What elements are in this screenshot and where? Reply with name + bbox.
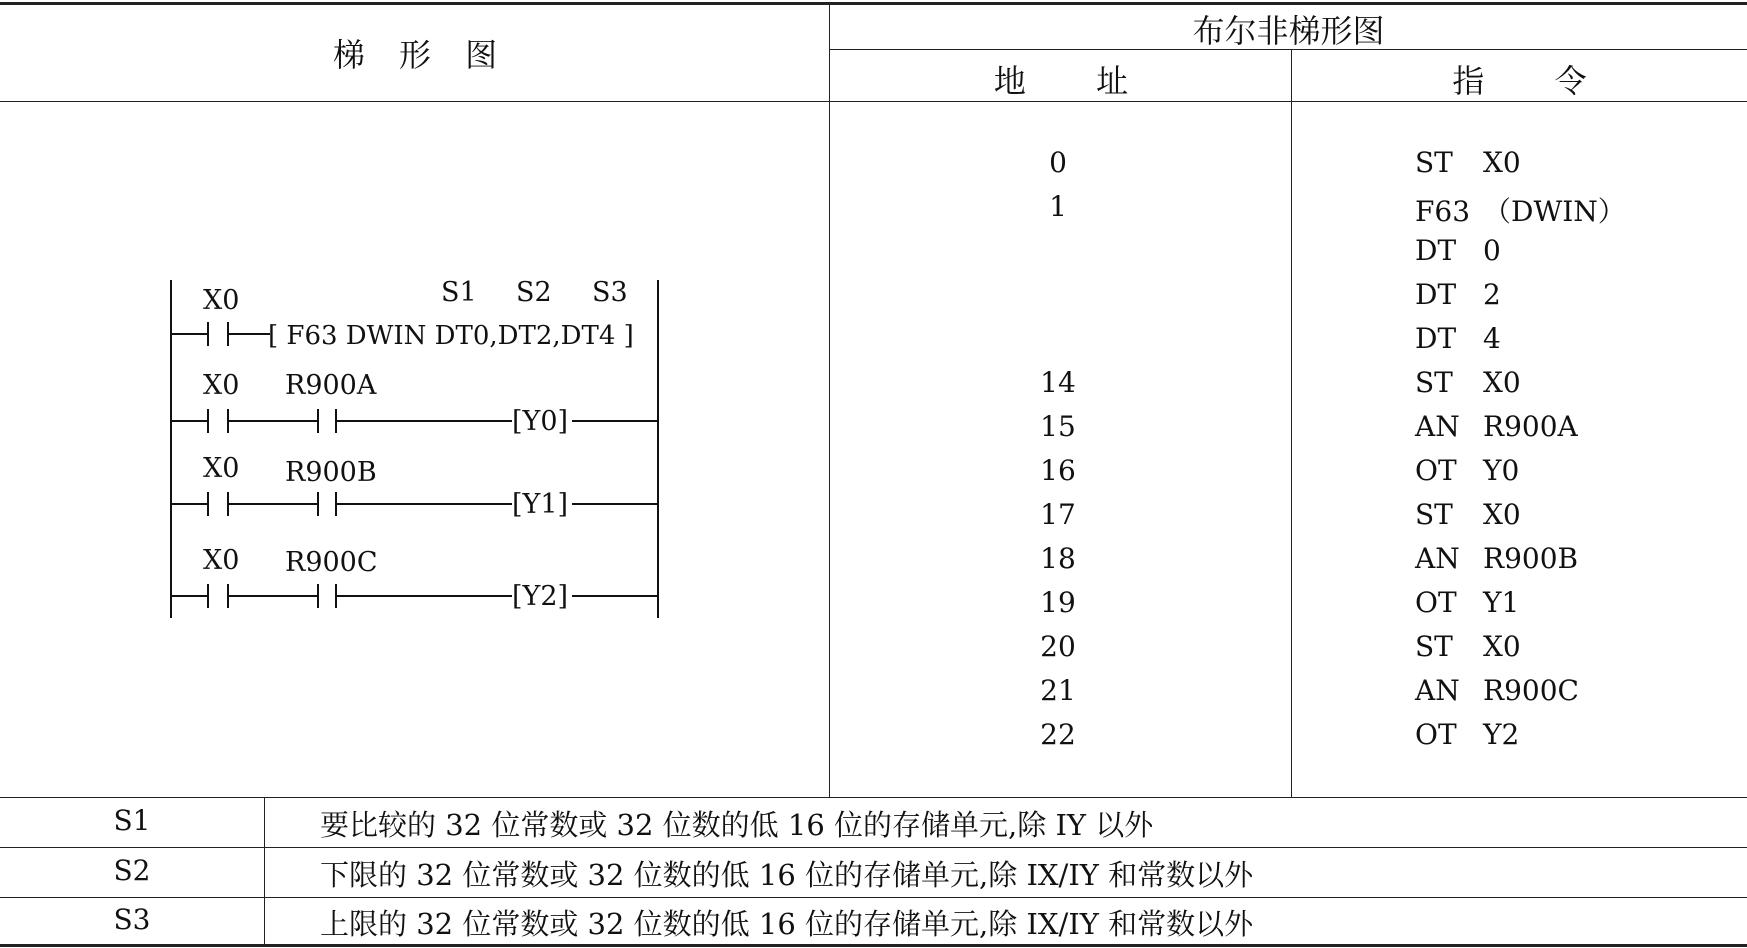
instruction-arg: Y0 <box>1483 454 1520 487</box>
program-address: 17 <box>1040 498 1076 531</box>
program-instruction <box>1415 630 1521 663</box>
instruction-op: DT <box>1415 278 1457 311</box>
rung1-contact-label: X0 <box>203 285 240 316</box>
program-instruction <box>1415 410 1578 443</box>
rung2-contact1-label: X0 <box>203 370 240 401</box>
program-address: 22 <box>1040 718 1076 751</box>
rung3-contact2-label: R900B <box>285 457 377 488</box>
program-instruction <box>1415 322 1501 355</box>
address-heading: 地 址 <box>993 62 1129 100</box>
program-instruction <box>1415 718 1519 751</box>
program-address: 1 <box>1049 190 1067 223</box>
ladder-diagram <box>0 100 830 800</box>
program-instruction <box>1415 278 1501 311</box>
boolean-diagram-heading: 布尔非梯形图 <box>1192 12 1385 50</box>
program-instruction <box>1415 234 1501 267</box>
program-instruction <box>1415 146 1521 179</box>
instruction-arg: R900C <box>1483 674 1579 707</box>
program-address: 20 <box>1040 630 1076 663</box>
instruction-arg: 2 <box>1483 278 1501 311</box>
instruction-arg: Y1 <box>1483 586 1520 619</box>
param-description: 上限的 32 位常数或 32 位数的低 16 位的存储单元,除 IX/IY 和常数以外 <box>320 907 1254 941</box>
program-address: 19 <box>1040 586 1076 619</box>
program-address: 21 <box>1040 674 1076 707</box>
instruction-arg: X0 <box>1483 498 1521 531</box>
program-address: 14 <box>1040 366 1076 399</box>
rung4-contact1-label: X0 <box>203 545 240 576</box>
instruction-op: DT <box>1415 234 1457 267</box>
param-row-divider-1 <box>0 847 1747 848</box>
program-address: 18 <box>1040 542 1076 575</box>
function-box: [ F63 DWIN DT0,DT2,DT4 ] <box>268 321 634 351</box>
instruction-op: AN <box>1415 410 1460 443</box>
instruction-arg: X0 <box>1483 146 1521 179</box>
instruction-arg: R900B <box>1483 542 1579 575</box>
table-bottom-border <box>0 944 1747 947</box>
rung3-contact1-label: X0 <box>203 453 240 484</box>
param-label-s2: S2 <box>516 277 552 308</box>
program-address: 0 <box>1049 146 1067 179</box>
instruction-op: ST <box>1415 498 1453 531</box>
param-key: S1 <box>113 804 151 837</box>
param-key-divider <box>264 797 265 945</box>
instruction-op: OT <box>1415 718 1457 751</box>
instruction-op: OT <box>1415 586 1457 619</box>
param-label-s1: S1 <box>441 277 477 308</box>
instruction-heading: 指 令 <box>1452 62 1587 100</box>
param-description: 要比较的 32 位常数或 32 位数的低 16 位的存储单元,除 IY 以外 <box>320 808 1154 842</box>
ladder-diagram-heading: 梯 形 图 <box>332 36 498 74</box>
instruction-op: ST <box>1415 630 1453 663</box>
program-instruction <box>1415 542 1578 575</box>
param-description: 下限的 32 位常数或 32 位数的低 16 位的存储单元,除 IX/IY 和常数以外 <box>320 858 1254 892</box>
program-instruction <box>1415 366 1521 399</box>
rung4-contact2-label: R900C <box>285 547 378 578</box>
program-instruction <box>1415 498 1521 531</box>
rung2-coil: [Y0] <box>512 406 569 437</box>
program-address: 15 <box>1040 410 1076 443</box>
address-column-divider <box>1291 50 1292 798</box>
param-label-s3: S3 <box>592 277 628 308</box>
program-instruction <box>1415 674 1579 707</box>
rung3-coil: [Y1] <box>512 489 569 520</box>
rung2-contact2-label: R900A <box>285 370 377 401</box>
program-instruction <box>1415 190 1626 230</box>
instruction-arg: 4 <box>1483 322 1501 355</box>
instruction-op: ST <box>1415 366 1453 399</box>
instruction-op: AN <box>1415 674 1460 707</box>
instruction-arg: 0 <box>1483 234 1501 267</box>
instruction-op: AN <box>1415 542 1460 575</box>
instruction-arg: X0 <box>1483 366 1521 399</box>
program-address: 16 <box>1040 454 1076 487</box>
instruction-op: OT <box>1415 454 1457 487</box>
instruction-op: F63 <box>1415 195 1471 228</box>
param-key: S3 <box>113 903 151 936</box>
param-key: S2 <box>113 854 151 887</box>
program-instruction <box>1415 454 1519 487</box>
instruction-arg: R900A <box>1483 410 1578 443</box>
param-row-divider-2 <box>0 897 1747 898</box>
instruction-op: ST <box>1415 146 1453 179</box>
program-instruction <box>1415 586 1519 619</box>
instruction-op: DT <box>1415 322 1457 355</box>
instruction-arg: Y2 <box>1483 718 1520 751</box>
rung4-coil: [Y2] <box>512 581 569 612</box>
table-top-border <box>0 2 1747 5</box>
instruction-arg: X0 <box>1483 630 1521 663</box>
instruction-arg: （DWIN） <box>1483 195 1626 228</box>
